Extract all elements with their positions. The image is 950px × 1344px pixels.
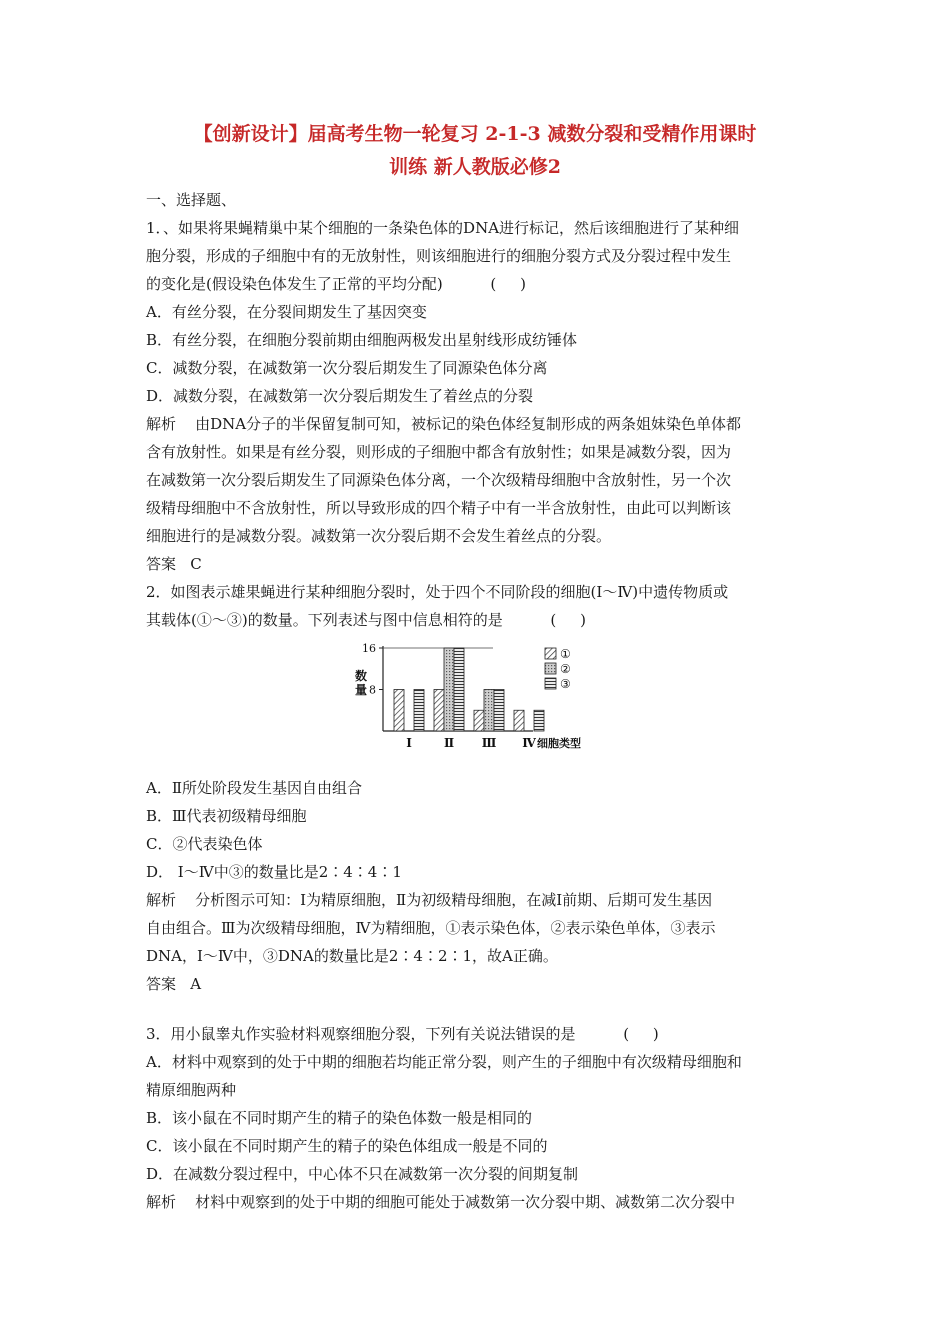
bar-①	[514, 710, 524, 731]
analysis-line: 解析 材料中观察到的处于中期的细胞可能处于减数第一次分裂中期、减数第二次分裂中	[146, 1193, 736, 1211]
option-c: C．减数分裂，在减数第一次分裂后期发生了同源染色体分离	[146, 359, 548, 377]
option-b: B．Ⅲ代表初级精母细胞	[146, 807, 307, 825]
x-tick-label: Ⅲ	[481, 736, 497, 750]
legend-swatch	[545, 678, 556, 689]
option-d: D．在减数分裂过程中，中心体不只在减数第一次分裂的间期复制	[146, 1165, 579, 1183]
option-a: A．Ⅱ所处阶段发生基因自由组合	[146, 779, 363, 797]
x-tick-label: Ⅰ	[406, 736, 412, 750]
legend-swatch	[545, 648, 556, 659]
y-tick-label: 8	[369, 683, 376, 697]
analysis-line: 自由组合。Ⅲ为次级精母细胞，Ⅳ为精细胞，①表示染色体，②表示染色单体，③表示	[146, 919, 716, 937]
analysis-line: 解析 由DNA分子的半保留复制可知，被标记的染色体经复制形成的两条姐妹染色单体都	[146, 415, 742, 433]
analysis-line: 级精母细胞中不含放射性，所以导致形成的四个精子中有一半含放射性，由此可以判断该	[146, 499, 732, 517]
option-c: C．该小鼠在不同时期产生的精子的染色体组成一般是不同的	[146, 1137, 548, 1155]
x-tick-label: Ⅱ	[443, 736, 455, 750]
question-stem-line: 胞分裂，形成的子细胞中有的无放射性，则该细胞进行的细胞分裂方式及分裂过程中发生	[146, 247, 732, 265]
bar-①	[474, 710, 484, 731]
option-c: C．②代表染色体	[146, 835, 263, 853]
legend-label: ①	[560, 647, 571, 661]
question-3	[146, 1020, 810, 1216]
option-a: A．材料中观察到的处于中期的细胞若均能正常分裂，则产生的子细胞中有次级精母细胞和	[146, 1053, 742, 1071]
bar-③	[414, 690, 424, 732]
legend-swatch	[545, 663, 556, 674]
document-title	[100, 118, 850, 184]
option-d: D． Ⅰ～Ⅳ中③的数量比是2∶4∶4∶1	[146, 863, 402, 881]
question-1	[146, 214, 810, 578]
bar-①	[394, 690, 404, 732]
legend-label: ③	[560, 677, 571, 691]
bar-③	[454, 648, 464, 731]
bar-②	[484, 690, 494, 732]
bar-③	[534, 710, 544, 731]
answer-line: 答案 C	[146, 555, 202, 573]
x-tick-label: Ⅳ	[522, 736, 536, 750]
analysis-line: 细胞进行的是减数分裂。减数第一次分裂后期不会发生着丝点的分裂。	[146, 527, 612, 545]
section-heading: 一、选择题、	[146, 191, 237, 209]
analysis-line: 解析 分析图示可知：Ⅰ为精原细胞，Ⅱ为初级精母细胞，在减Ⅰ前期、后期可发生基因	[146, 891, 713, 909]
analysis-line: 含有放射性。如果是有丝分裂，则形成的子细胞中都含有放射性；如果是减数分裂，因为	[146, 443, 732, 461]
document-body	[146, 186, 810, 1216]
bar-③	[494, 690, 504, 732]
title-line-2: 训练 新人教版必修2	[389, 156, 561, 178]
question-stem-line: 3．用小鼠睾丸作实验材料观察细胞分裂，下列有关说法错误的是 ( )	[146, 1025, 659, 1043]
question-stem-line: 1．、如果将果蝇精巢中某个细胞的一条染色体的DNA进行标记，然后该细胞进行了某种细	[146, 219, 740, 237]
option-d: D．减数分裂，在减数第一次分裂后期发生了着丝点的分裂	[146, 387, 534, 405]
spacer	[146, 998, 810, 1020]
answer-line: 答案 A	[146, 975, 202, 993]
y-axis-label: 数	[354, 669, 368, 683]
option-a-continued: 精原细胞两种	[146, 1081, 237, 1099]
option-a: A．有丝分裂，在分裂间期发生了基因突变	[146, 303, 427, 321]
y-tick-label: 16	[362, 642, 376, 655]
analysis-line: 在减数第一次分裂后期发生了同源染色体分离，一个次级精母细胞中含放射性，另一个次	[146, 471, 732, 489]
bar-②	[444, 648, 454, 731]
title-line-1: 【创新设计】届高考生物一轮复习 2-1-3 减数分裂和受精作用课时	[193, 123, 757, 145]
y-axis-label: 量	[354, 683, 368, 697]
question-stem-line: 2．如图表示雄果蝇进行某种细胞分裂时，处于四个不同阶段的细胞(Ⅰ～Ⅳ)中遗传物质或	[146, 583, 729, 601]
question-2	[146, 578, 810, 998]
question-stem-line: 其载体(①～③)的数量。下列表述与图中信息相符的是 ( )	[146, 611, 586, 629]
bar-①	[434, 690, 444, 732]
question-stem-line: 的变化是(假设染色体发生了正常的平均分配) ( )	[146, 275, 526, 293]
figure-container	[146, 634, 810, 774]
option-b: B．有丝分裂，在细胞分裂前期由细胞两极发出星射线形成纺锤体	[146, 331, 578, 349]
legend-label: ②	[560, 662, 571, 676]
analysis-line: DNA，Ⅰ～Ⅳ中，③DNA的数量比是2∶4∶2∶1，故A正确。	[146, 947, 558, 965]
x-axis-label: 细胞类型	[537, 737, 581, 750]
bar-chart	[347, 638, 607, 770]
option-b: B．该小鼠在不同时期产生的精子的染色体数一般是相同的	[146, 1109, 533, 1127]
